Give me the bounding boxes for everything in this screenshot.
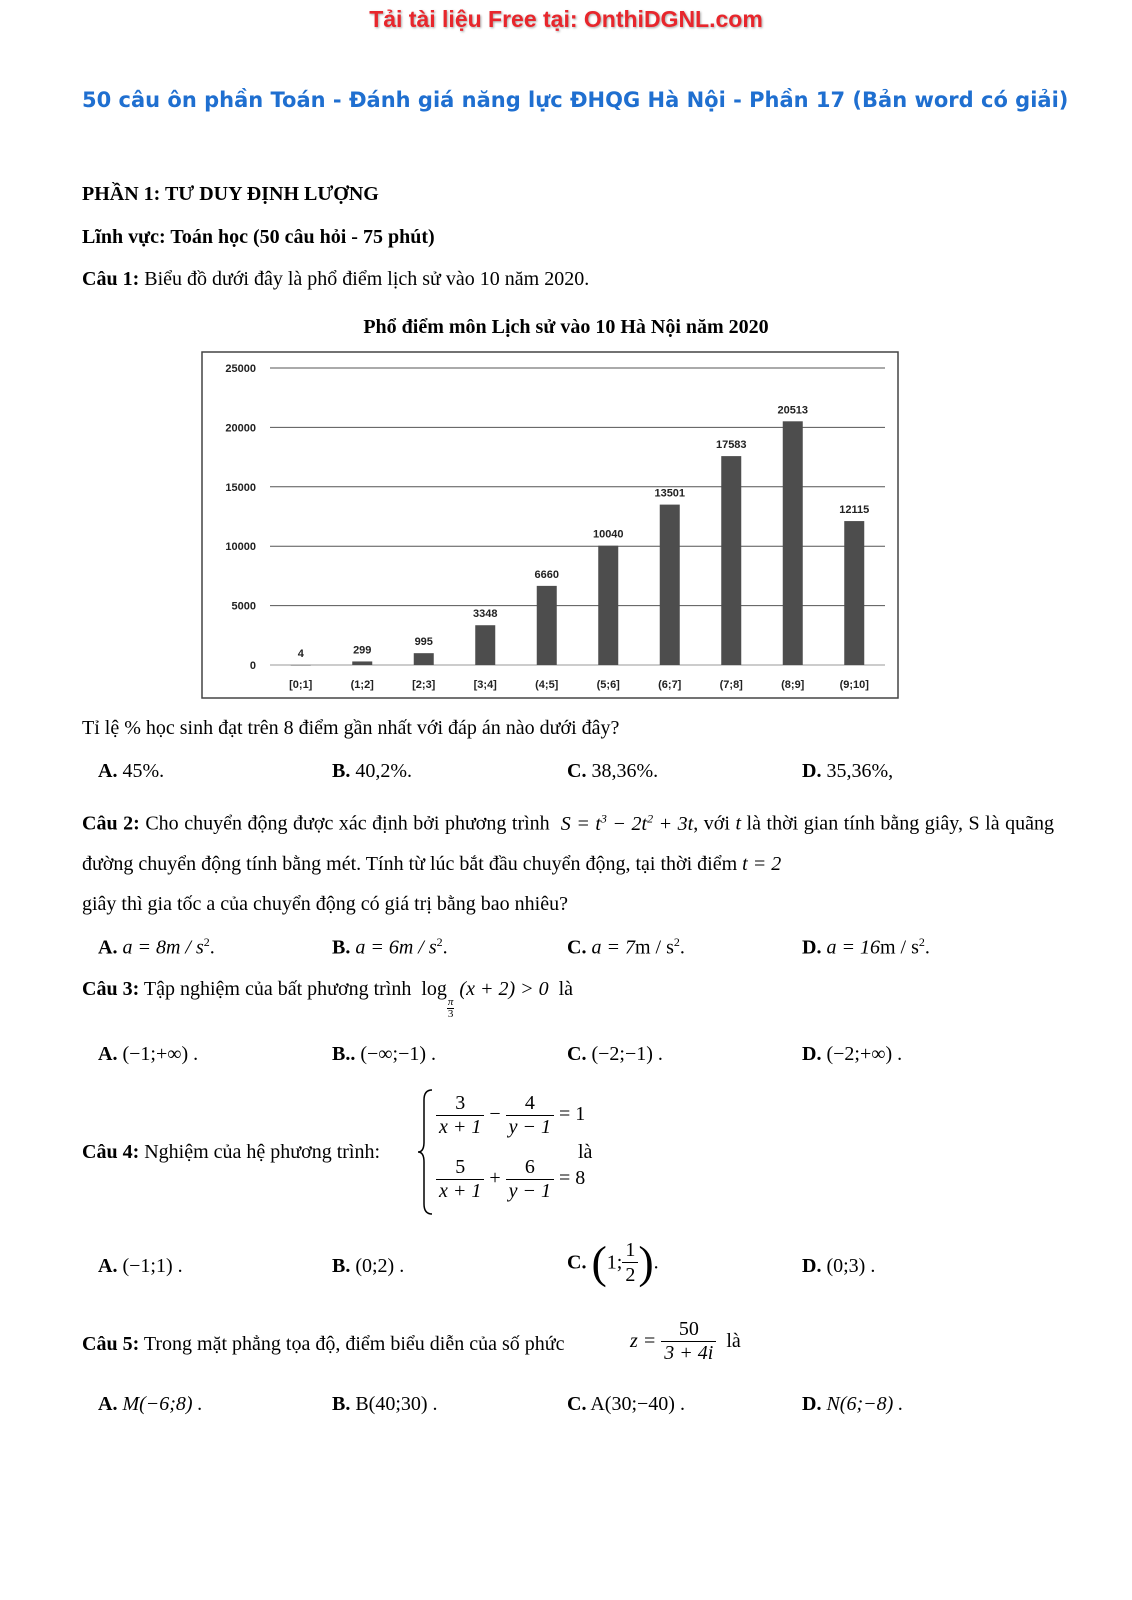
- q5-option-d[interactable]: D. N(6;−8) .: [802, 1393, 904, 1415]
- q1-option-d[interactable]: D. 35,36%,: [802, 760, 894, 782]
- bar: [660, 505, 680, 665]
- q5-option-b[interactable]: B. B(40;30) .: [332, 1393, 438, 1415]
- q4-stem: Câu 4: Nghiệm của hệ phương trình:: [82, 1141, 381, 1163]
- q3-log-base: $\frac{\pi}{3}$: [447, 996, 454, 1020]
- q5-option-c[interactable]: C. A(30;−40) .: [567, 1393, 685, 1415]
- q3-stem: Câu 3: Tập nghiệm của bất phương trình log $\frac{\pi}{3}$ (x + 2) > 0 là: [82, 978, 574, 1020]
- q1-option-c[interactable]: C. 38,36%.: [567, 760, 659, 782]
- y-tick-label: 0: [249, 660, 256, 672]
- data-label: 6660: [534, 568, 559, 581]
- x-tick-label: (9;10]: [839, 679, 869, 691]
- q2-equation: $S = t^3 - 2t^2 + 3t$: [560, 811, 694, 835]
- q1-label: Câu 1:: [82, 268, 140, 290]
- q4-equation-2: $\frac{5}{x + 1}$ + $\frac{6}{y - 1}$ = 8: [436, 1156, 585, 1203]
- x-tick-label: (6;7]: [658, 679, 682, 691]
- q4-option-d[interactable]: D. (0;3) .: [802, 1255, 876, 1277]
- bar: [783, 421, 803, 665]
- x-tick-label: (7;8]: [719, 679, 743, 691]
- data-label: 10040: [592, 528, 624, 541]
- q4-option-c[interactable]: C. (1; $\frac{1}{2}$ ).: [567, 1236, 659, 1288]
- document-title: 50 câu ôn phần Toán - Đánh giá năng lực ĐHQG Hà Nội - Phần 17 (Bản word có giải): [82, 88, 1069, 112]
- data-label: 12115: [839, 504, 870, 517]
- bar: [414, 653, 434, 665]
- q5-expression: z = $\frac{50}{3 + 4i}$ là: [630, 1318, 741, 1364]
- q3-label: Câu 3:: [82, 978, 140, 1000]
- q2-paragraph: Câu 2: Cho chuyển động được xác định bởi phương trình $S = t^3 - 2t^2 + 3t$, với t là thời gian tính bằng giây, S là quãng đường chuyển động tính bằng mét. Tính từ lúc bắt đầu chuyển động, tại thời điểm t = 2 giây thì gia tốc a của chuyển động có giá trị bằng bao nhiêu?: [82, 811, 1054, 915]
- data-label: 17583: [715, 439, 747, 452]
- data-label: 20513: [777, 404, 809, 417]
- data-label: 3348: [473, 608, 498, 621]
- chart-title: Phổ điểm môn Lịch sử vào 10 Hà Nội năm 2020: [363, 316, 769, 338]
- data-label: 299: [353, 644, 372, 657]
- y-tick-label: 5000: [231, 600, 256, 613]
- part-heading: PHẦN 1: TƯ DUY ĐỊNH LƯỢNG: [82, 183, 379, 205]
- x-tick-label: [2;3]: [412, 679, 436, 691]
- q1-question: Tỉ lệ % học sinh đạt trên 8 điểm gần nhất với đáp án nào dưới đây?: [82, 717, 620, 739]
- q1-option-b[interactable]: B. 40,2%.: [332, 760, 413, 782]
- q4-equation-1: $\frac{3}{x + 1}$ − $\frac{4}{y - 1}$ = 1: [436, 1092, 585, 1139]
- bar: [598, 546, 618, 665]
- q5-label: Câu 5:: [82, 1333, 140, 1355]
- bar-chart: [200, 350, 900, 700]
- q2-label: Câu 2:: [82, 812, 140, 835]
- q3-option-a[interactable]: A. (−1;+∞) .: [98, 1043, 199, 1065]
- q3-option-b[interactable]: B.. (−∞;−1) .: [332, 1043, 437, 1065]
- system-brace: [416, 1088, 434, 1216]
- q3-log-expression: log $\frac{\pi}{3}$ (x + 2) > 0: [421, 978, 549, 1020]
- data-label: 4: [297, 647, 304, 660]
- q5-stem: Câu 5: Trong mặt phẳng tọa độ, điểm biểu diễn của số phức: [82, 1333, 565, 1355]
- q4-option-a[interactable]: A. (−1;1) .: [98, 1255, 183, 1277]
- y-tick-label: 20000: [225, 422, 256, 435]
- bar: [475, 625, 495, 665]
- bar: [291, 665, 311, 666]
- q5-option-a[interactable]: A. M(−6;8) .: [98, 1393, 203, 1415]
- q2-option-d[interactable]: D. $a = 16m / s^2$.: [802, 935, 930, 959]
- x-tick-label: [3;4]: [473, 679, 497, 691]
- y-tick-label: 25000: [225, 363, 256, 375]
- x-tick-label: (1;2]: [350, 679, 374, 691]
- q2-option-a[interactable]: A. $a = 8m / s^2$.: [98, 935, 215, 959]
- x-tick-label: (8;9]: [781, 679, 805, 691]
- q2-option-b[interactable]: B. $a = 6m / s^2$.: [332, 935, 448, 959]
- q1-text: Biểu đồ dưới đây là phổ điểm lịch sử vào 10 năm 2020.: [144, 268, 590, 290]
- bar: [537, 586, 557, 665]
- q3-option-c[interactable]: C. (−2;−1) .: [567, 1043, 663, 1065]
- bar: [352, 661, 372, 665]
- y-tick-label: 15000: [225, 481, 256, 494]
- data-label: 995: [414, 636, 433, 649]
- bar: [844, 521, 864, 665]
- q4-label: Câu 4:: [82, 1141, 140, 1163]
- q1-option-a[interactable]: A. 45%.: [98, 760, 165, 782]
- site-link[interactable]: Tải tài liệu Free tại: OnthiDGNL.com: [369, 6, 763, 32]
- q2-option-c[interactable]: C. $a = 7m / s^2$.: [567, 935, 685, 959]
- data-label: 13501: [654, 487, 686, 500]
- field-line: Lĩnh vực: Toán học (50 câu hỏi - 75 phút): [82, 226, 435, 248]
- x-tick-label: [0;1]: [289, 679, 313, 691]
- bar: [721, 456, 741, 665]
- q4-option-b[interactable]: B. (0;2) .: [332, 1255, 405, 1277]
- q1-intro: [82, 267, 589, 291]
- x-tick-label: (4;5]: [535, 679, 559, 691]
- x-tick-label: (5;6]: [596, 679, 620, 691]
- y-tick-label: 10000: [225, 541, 256, 554]
- q3-option-d[interactable]: D. (−2;+∞) .: [802, 1043, 903, 1065]
- q4-la: là: [578, 1141, 593, 1163]
